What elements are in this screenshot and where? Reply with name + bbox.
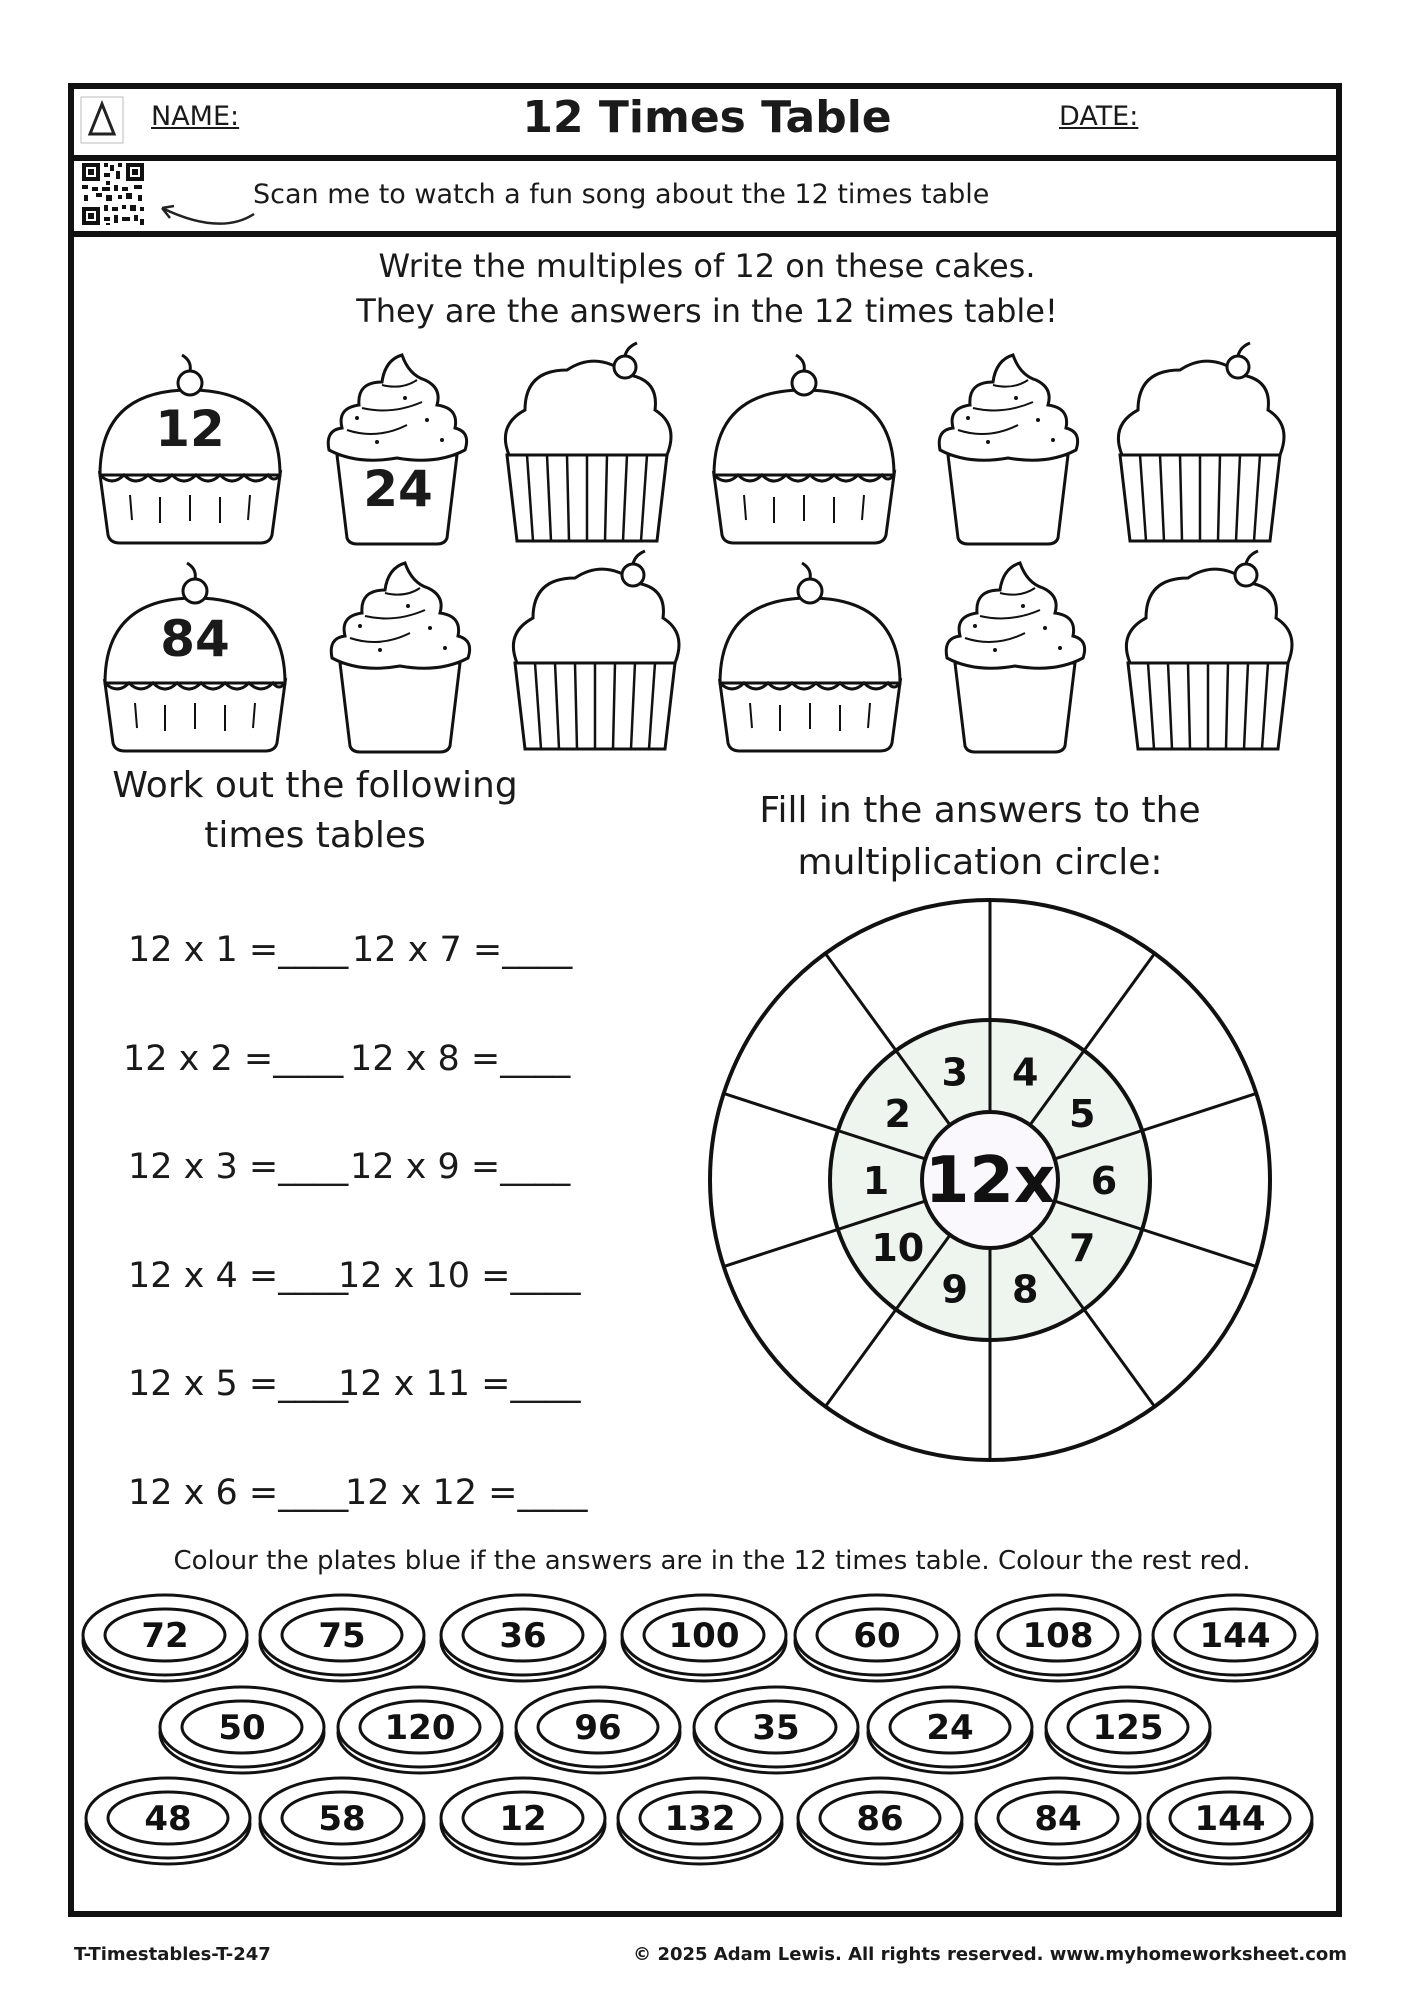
scan-instruction: Scan me to watch a fun song about the 12 times table (253, 179, 990, 210)
circle-heading-line2: multiplication circle: (797, 842, 1163, 883)
plate-number: 12 (499, 1799, 547, 1839)
plate[interactable] (516, 1687, 680, 1773)
plate[interactable] (260, 1595, 424, 1681)
plate-number: 35 (752, 1708, 800, 1748)
cupcake-12 (1126, 551, 1292, 749)
plate[interactable] (338, 1687, 502, 1773)
plate[interactable] (260, 1778, 424, 1864)
plate[interactable] (868, 1687, 1032, 1773)
plate-number: 144 (1194, 1799, 1266, 1839)
cupcake-10 (720, 563, 900, 751)
workout-heading-line1: Work out the following (112, 765, 518, 806)
plates-area (0, 1580, 1414, 1880)
name-label: NAME: (151, 101, 240, 132)
equation-left-1[interactable]: 12 x 1 =____ (128, 930, 349, 970)
curved-arrow-icon (150, 192, 260, 232)
plate[interactable] (694, 1687, 858, 1773)
equation-left-2[interactable]: 12 x 2 =____ (123, 1039, 344, 1079)
ring-number-8: 8 (1012, 1267, 1039, 1312)
plate[interactable] (441, 1595, 605, 1681)
cake-label-7: 84 (160, 610, 230, 668)
plate-number: 96 (574, 1708, 622, 1748)
plate-number: 100 (668, 1616, 740, 1656)
equation-left-5[interactable]: 12 x 5 =____ (128, 1364, 349, 1404)
plate[interactable] (622, 1595, 786, 1681)
equation-right-3[interactable]: 12 x 9 =____ (350, 1147, 571, 1187)
ring-number-3: 3 (941, 1050, 968, 1095)
cupcake-6 (1118, 343, 1284, 541)
copyright-text: © 2025 Adam Lewis. All rights reserved. www.myhomeworksheet.com (633, 1944, 1347, 1965)
plate-number: 84 (1034, 1799, 1082, 1839)
ring-number-6: 6 (1090, 1159, 1118, 1203)
ring-number-10: 10 (871, 1226, 925, 1271)
plate[interactable] (1148, 1778, 1312, 1864)
cupcake-9 (513, 551, 679, 749)
ring-number-2: 2 (884, 1091, 911, 1136)
ring-number-5: 5 (1069, 1091, 1096, 1136)
plate-number: 48 (144, 1799, 192, 1839)
plates-instruction: Colour the plates blue if the answers are in the 12 times table. Colour the rest red. (173, 1546, 1251, 1576)
plate[interactable] (795, 1595, 959, 1681)
equation-left-3[interactable]: 12 x 3 =____ (128, 1147, 349, 1187)
equation-right-6[interactable]: 12 x 12 =____ (345, 1473, 588, 1513)
cakes-instruction-line2: They are the answers in the 12 times table! (356, 292, 1058, 330)
equation-left-4[interactable]: 12 x 4 =____ (128, 1256, 349, 1296)
multiplication-circle (700, 890, 1280, 1470)
plate[interactable] (976, 1778, 1140, 1864)
page-title: 12 Times Table (522, 92, 892, 143)
cupcake-8 (331, 563, 469, 752)
ring-number-9: 9 (941, 1267, 968, 1312)
equation-right-4[interactable]: 12 x 10 =____ (338, 1256, 581, 1296)
plate-number: 144 (1199, 1616, 1271, 1656)
ring-number-1: 1 (862, 1159, 890, 1203)
plate[interactable] (1153, 1595, 1317, 1681)
plate-number: 120 (384, 1708, 456, 1748)
plate-number: 50 (218, 1708, 266, 1748)
ring-number-4: 4 (1012, 1050, 1039, 1095)
plate[interactable] (86, 1778, 250, 1864)
cake-label-2: 24 (363, 460, 433, 518)
plate-number: 24 (926, 1708, 974, 1748)
cupcake-4 (714, 355, 894, 543)
equation-right-1[interactable]: 12 x 7 =____ (352, 930, 573, 970)
circle-heading-line1: Fill in the answers to the (759, 790, 1201, 831)
cupcake-3 (505, 343, 671, 541)
workout-heading-line2: times tables (204, 815, 426, 856)
plate-number: 86 (856, 1799, 904, 1839)
center-label: 12x (924, 1144, 1056, 1218)
cakes-instruction-line1: Write the multiples of 12 on these cakes. (378, 247, 1036, 285)
cupcake-5 (939, 355, 1077, 544)
equation-left-6[interactable]: 12 x 6 =____ (128, 1473, 349, 1513)
plate[interactable] (83, 1595, 247, 1681)
ring-number-7: 7 (1069, 1226, 1096, 1271)
plate-number: 72 (141, 1616, 189, 1656)
plate[interactable] (798, 1778, 962, 1864)
worksheet-code: T-Timestables-T-247 (74, 1944, 271, 1965)
plate-number: 75 (318, 1616, 366, 1656)
plate[interactable] (160, 1687, 324, 1773)
plate-number: 108 (1022, 1616, 1094, 1656)
plate[interactable] (976, 1595, 1140, 1681)
qr-code-icon[interactable] (80, 161, 146, 227)
plate[interactable] (441, 1778, 605, 1864)
plate-number: 58 (318, 1799, 366, 1839)
equation-right-5[interactable]: 12 x 11 =____ (338, 1364, 581, 1404)
equation-right-2[interactable]: 12 x 8 =____ (350, 1039, 571, 1079)
cake-label-1: 12 (155, 400, 225, 458)
plate[interactable] (1046, 1687, 1210, 1773)
plate-number: 125 (1092, 1708, 1164, 1748)
plate-number: 36 (499, 1616, 547, 1656)
cupcake-11 (946, 563, 1084, 752)
plate-number: 132 (664, 1799, 736, 1839)
plate-number: 60 (853, 1616, 901, 1656)
plate[interactable] (618, 1778, 782, 1864)
date-label: DATE: (1059, 101, 1139, 132)
